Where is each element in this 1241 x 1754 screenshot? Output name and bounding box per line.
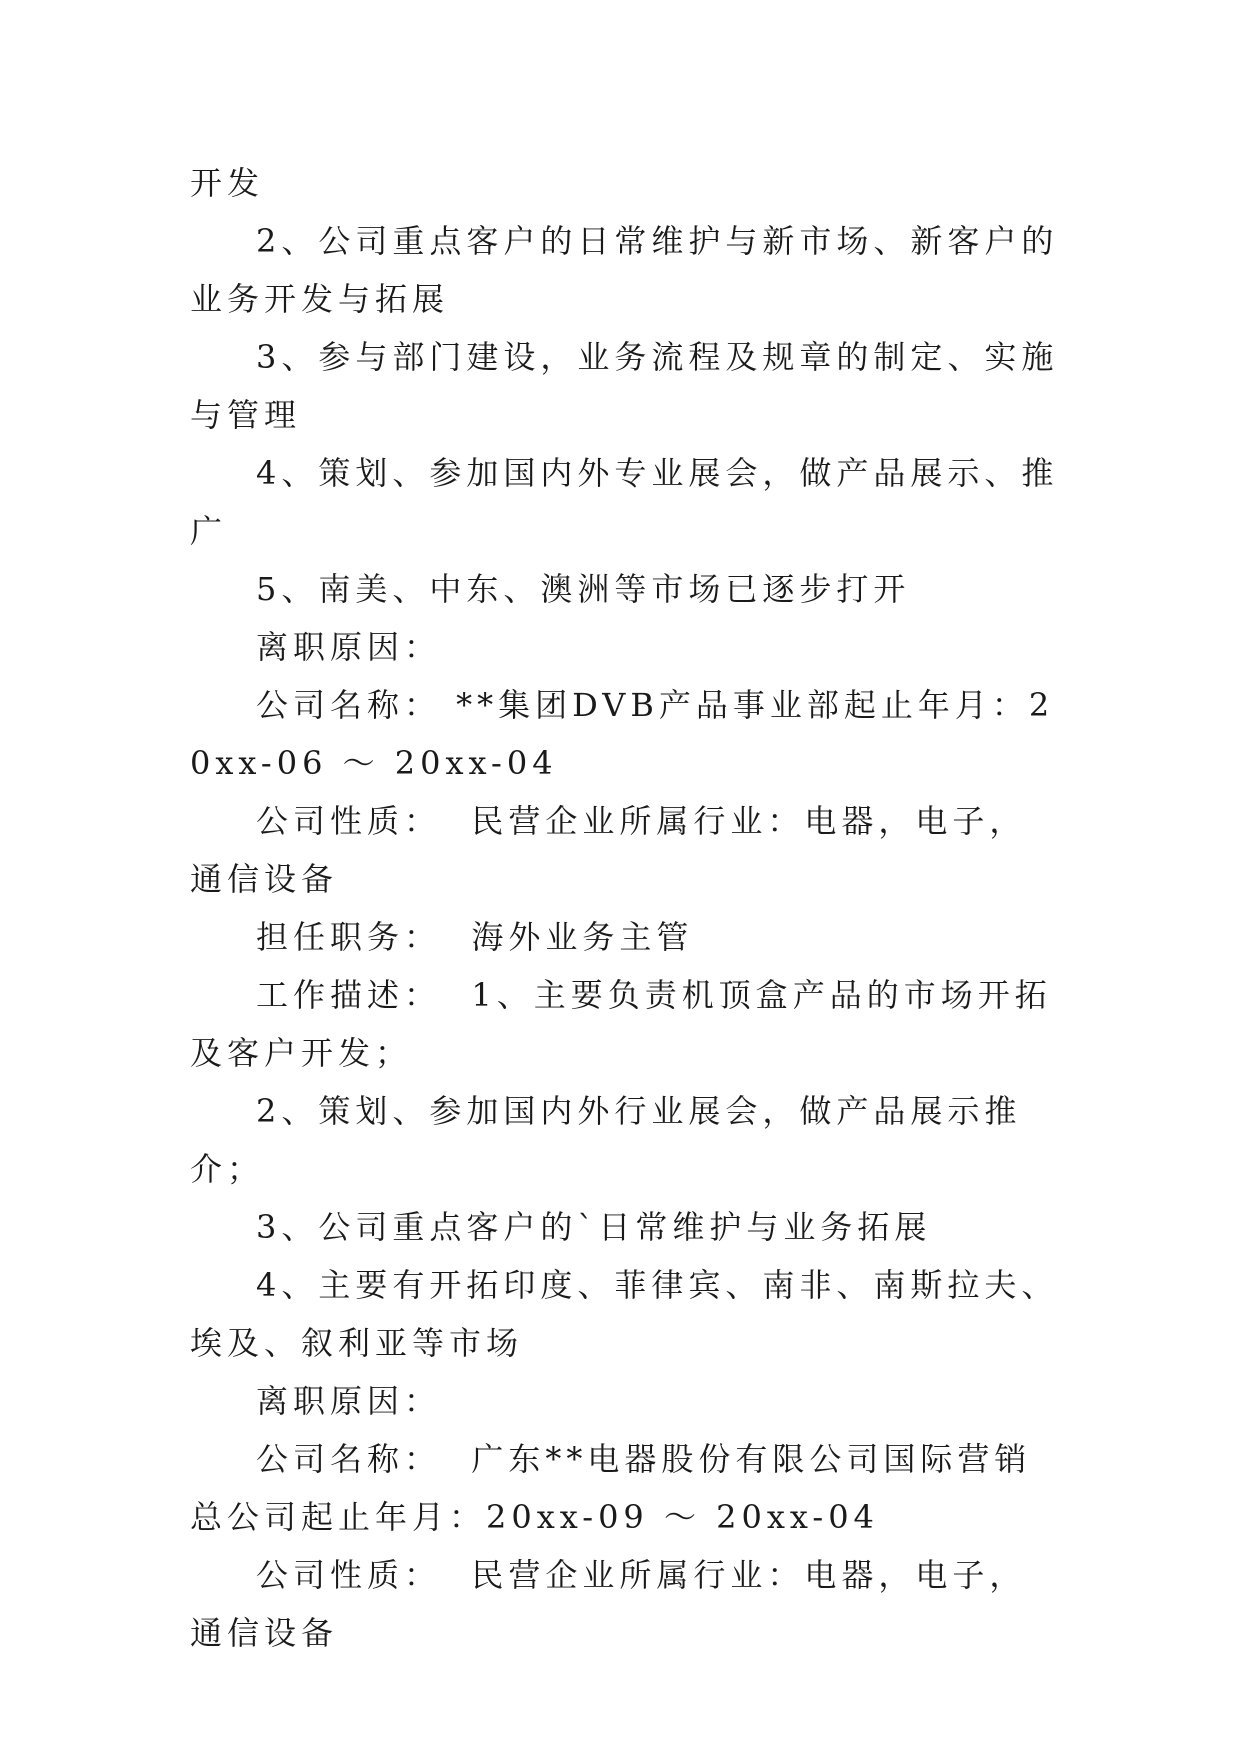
paragraph-duty-2b: 2、策划、参加国内外行业展会，做产品展示推介； [190, 1092, 1022, 1188]
paragraph-job-description: 工作描述： 1、主要负责机顶盒产品的市场开拓及客户开发； [190, 976, 1052, 1072]
paragraph-leave-reason: 离职原因： [256, 628, 442, 666]
paragraph-leave-reason-2: 离职原因： [256, 1382, 442, 1420]
paragraph-company-name: 公司名称： **集团DVB产品事业部起止年月：20xx-06 ～ 20xx-04 [190, 686, 1055, 782]
paragraph-duty-2: 2、公司重点客户的日常维护与新市场、新客户的业务开发与拓展 [190, 222, 1059, 318]
paragraph-duty-5: 5、南美、中东、澳洲等市场已逐步打开 [256, 570, 911, 608]
paragraph-duty-3: 3、参与部门建设，业务流程及规章的制定、实施与管理 [190, 338, 1059, 434]
paragraph-company-type-2: 公司性质： 民营企业所属行业：电器，电子，通信设备 [190, 1556, 1027, 1652]
paragraph-company-type: 公司性质： 民营企业所属行业：电器，电子，通信设备 [190, 802, 1027, 898]
paragraph-duty-4: 4、策划、参加国内外专业展会，做产品展示、推广 [190, 454, 1059, 550]
paragraph-company-name-2: 公司名称： 广东**电器股份有限公司国际营销总公司起止年月：20xx-09 ～ 20xx-04 [190, 1440, 1032, 1536]
paragraph-position: 担任职务： 海外业务主管 [256, 918, 694, 956]
document-body [190, 154, 1060, 1662]
paragraph-duty-3b: 3、公司重点客户的`日常维护与业务拓展 [256, 1208, 932, 1246]
paragraph-continuation: 开发 [190, 164, 265, 202]
paragraph-duty-4b: 4、主要有开拓印度、菲律宾、南非、南斯拉夫、埃及、叙利亚等市场 [190, 1266, 1059, 1362]
